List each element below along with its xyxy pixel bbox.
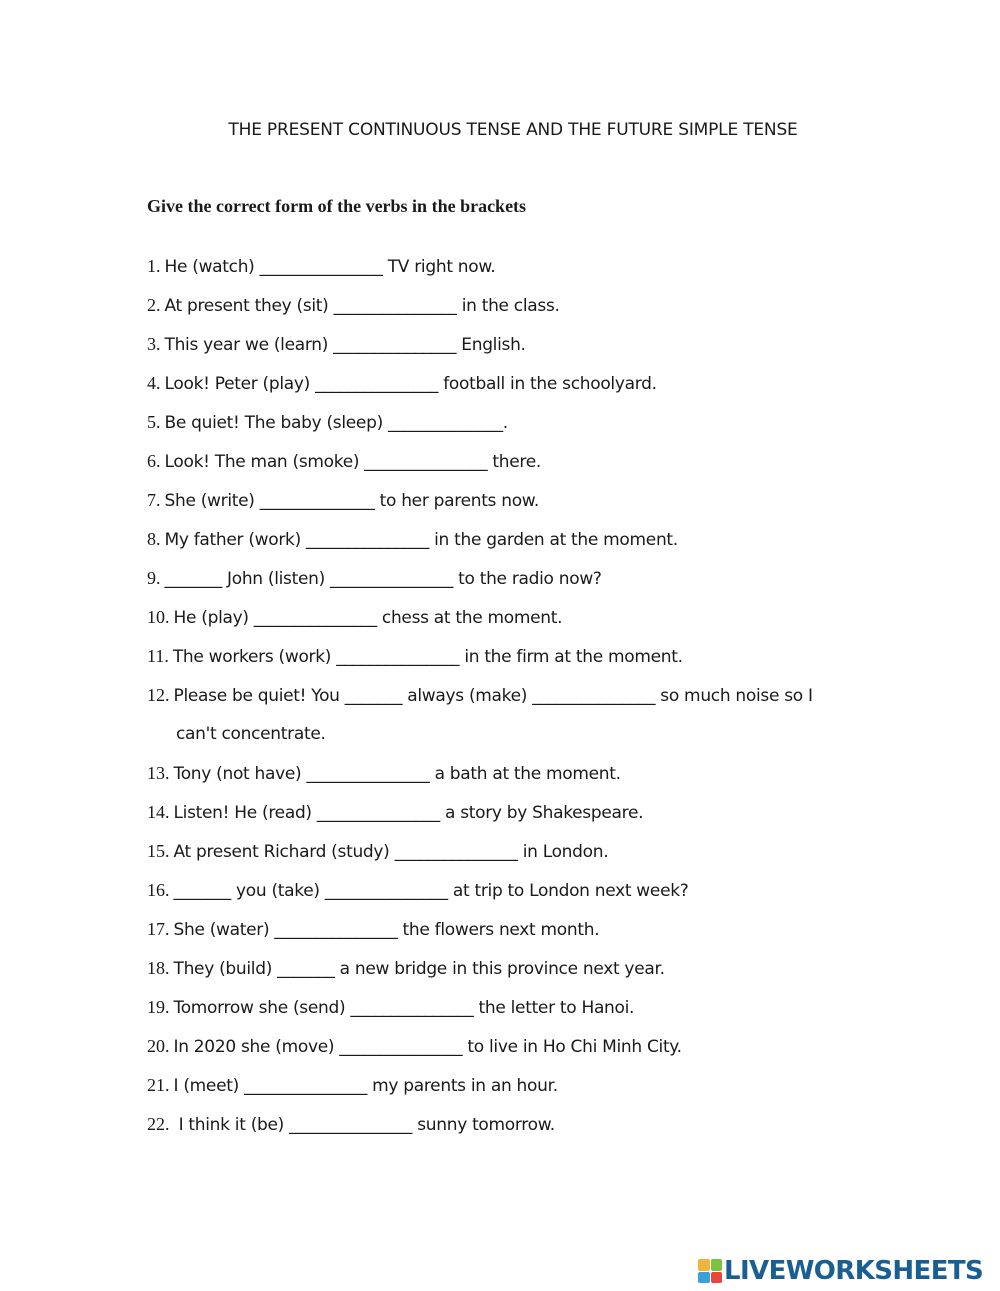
item-text: Be quiet! The baby (sleep) ______________. [164, 413, 508, 433]
exercise-item [147, 1109, 555, 1139]
exercise-item [147, 368, 657, 398]
item-text: She (write) ______________ to her parents now. [164, 491, 539, 511]
exercise-item [147, 875, 689, 905]
item-text: Tomorrow she (send) _______________ the letter to Hanoi. [173, 998, 635, 1018]
logo-tile [698, 1272, 710, 1284]
exercise-item [147, 758, 621, 788]
exercise-item [147, 407, 508, 437]
item-number: 19. [147, 997, 170, 1017]
item-number: 22. [147, 1114, 170, 1134]
item-number: 16. [147, 880, 170, 900]
item-number: 7. [147, 490, 161, 510]
logo-tile [711, 1272, 723, 1284]
item-text: Look! The man (smoke) _______________ there. [164, 452, 541, 472]
logo-text: LIVEWORKSHEETS [724, 1256, 984, 1286]
exercise-item [147, 251, 496, 281]
exercise-item [147, 992, 634, 1022]
item-text: I (meet) _______________ my parents in an hour. [173, 1076, 558, 1096]
liveworksheets-logo-icon [698, 1259, 722, 1283]
liveworksheets-logo[interactable] [698, 1255, 983, 1287]
item-number: 18. [147, 958, 170, 978]
item-text: Look! Peter (play) _______________ football in the schoolyard. [164, 374, 657, 394]
item-number: 11. [147, 646, 169, 666]
item-text: My father (work) _______________ in the garden at the moment. [164, 530, 678, 550]
logo-tile [711, 1259, 723, 1271]
item-number: 8. [147, 529, 161, 549]
item-text: This year we (learn) _______________ English. [164, 335, 526, 355]
exercise-item [147, 797, 643, 827]
item-number: 1. [147, 256, 161, 276]
item-text: He (watch) _______________ TV right now. [164, 257, 496, 277]
exercise-item [147, 485, 539, 515]
logo-tile [698, 1259, 710, 1271]
item-number: 17. [147, 919, 170, 939]
exercise-item [147, 680, 813, 710]
item-number: 6. [147, 451, 161, 471]
item-number: 12. [147, 685, 170, 705]
item-number: 21. [147, 1075, 170, 1095]
item-number: 9. [147, 568, 161, 588]
item-text: Tony (not have) _______________ a bath at the moment. [173, 764, 621, 784]
item-text: _______ you (take) _______________ at trip to London next week? [173, 881, 689, 901]
exercise-item [147, 329, 526, 359]
exercise-item [147, 836, 608, 866]
item-text: _______ John (listen) _______________ to the radio now? [164, 569, 602, 589]
item-text: In 2020 she (move) _______________ to live in Ho Chi Minh City. [173, 1037, 682, 1057]
item-text: The workers (work) _______________ in the firm at the moment. [172, 647, 683, 667]
item-text: I think it (be) _______________ sunny tomorrow. [173, 1115, 555, 1135]
exercise-item [147, 446, 541, 476]
item-number: 5. [147, 412, 161, 432]
item-text: She (water) _______________ the flowers next month. [173, 920, 600, 940]
item-number: 10. [147, 607, 170, 627]
exercise-item [147, 914, 599, 944]
item-number: 3. [147, 334, 161, 354]
exercise-item [147, 290, 560, 320]
exercise-item [147, 953, 665, 983]
item-text-continuation: can't concentrate. [176, 724, 326, 744]
item-number: 4. [147, 373, 161, 393]
item-number: 13. [147, 763, 170, 783]
instruction-text: Give the correct form of the verbs in the brackets [147, 196, 527, 216]
item-text: Please be quiet! You _______ always (make) _______________ so much noise so I [173, 686, 813, 706]
item-number: 20. [147, 1036, 170, 1056]
exercise-item [147, 563, 602, 593]
item-number: 2. [147, 295, 161, 315]
item-number: 15. [147, 841, 170, 861]
item-number: 14. [147, 802, 170, 822]
item-text: At present they (sit) _______________ in the class. [164, 296, 560, 316]
exercise-item [147, 524, 678, 554]
exercise-item [147, 1031, 682, 1061]
item-text: At present Richard (study) _______________ in London. [173, 842, 609, 862]
exercise-item [147, 641, 683, 671]
item-text: Listen! He (read) _______________ a story by Shakespeare. [173, 803, 644, 823]
item-text: He (play) _______________ chess at the moment. [173, 608, 563, 628]
item-text: They (build) _______ a new bridge in this province next year. [173, 959, 665, 979]
exercise-item [147, 1070, 558, 1100]
exercise-item [147, 602, 562, 632]
worksheet-title: THE PRESENT CONTINUOUS TENSE AND THE FUTURE SIMPLE TENSE [228, 120, 798, 140]
